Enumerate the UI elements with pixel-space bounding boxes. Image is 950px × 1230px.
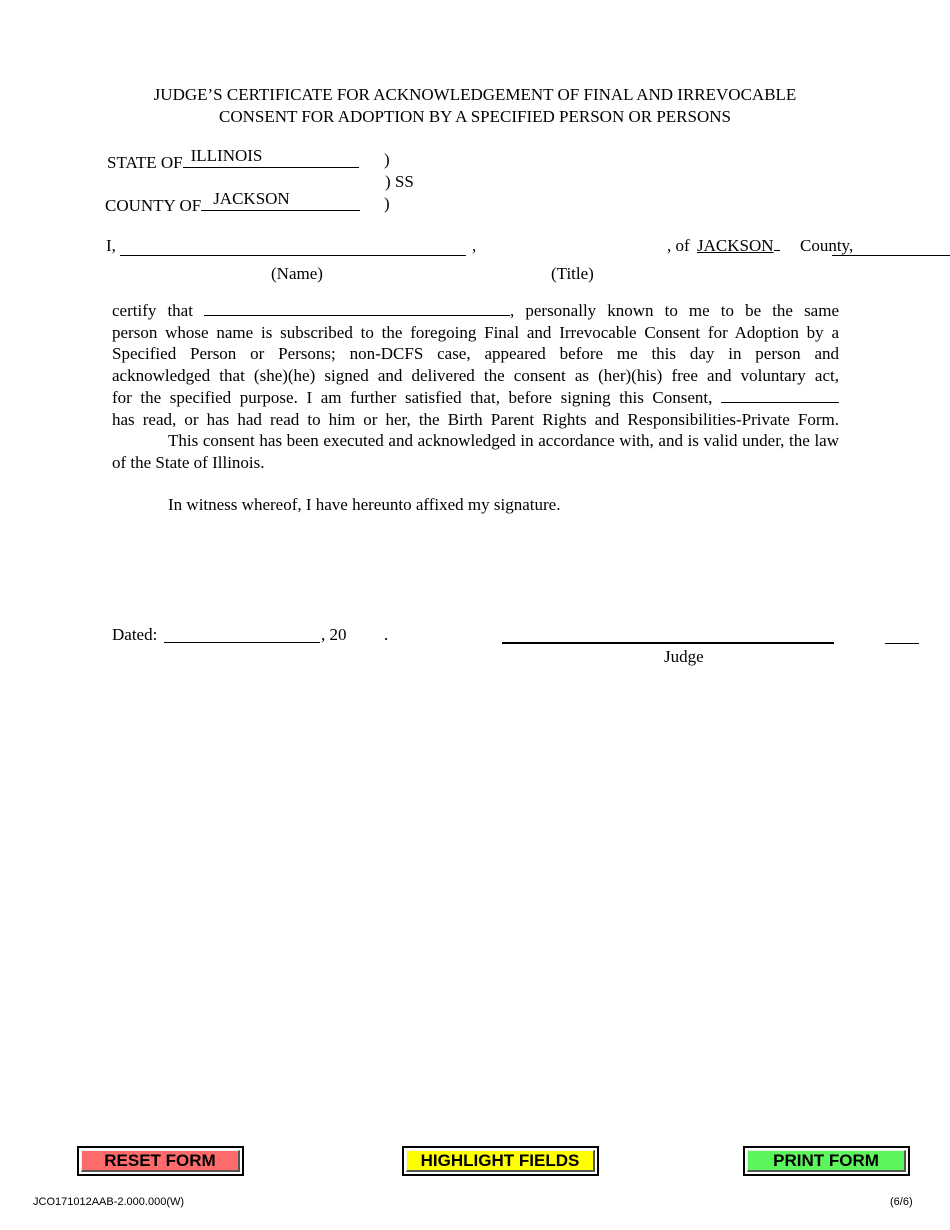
judge-name-field[interactable] <box>120 238 466 256</box>
state-row <box>107 146 359 173</box>
county-word: County, <box>800 236 854 255</box>
judge-prefix: I, <box>106 236 116 255</box>
judge-comma: , <box>472 236 477 255</box>
dated-period: . <box>384 625 389 644</box>
title-caption: (Title) <box>551 264 594 283</box>
reset-form-button[interactable] <box>77 1146 244 1176</box>
judge-county-value: JACKSON <box>697 236 774 255</box>
body-line-3: Specified Person or Persons; non-DCFS case, appeared before me this day in person and <box>112 344 839 364</box>
body-line-2: person whose name is subscribed to the foregoing Final and Irrevocable Consent for Adoption by a <box>112 322 839 342</box>
form-id: JCO171012AAB-2.000.000(W) <box>33 1196 185 1208</box>
consenter-name-field[interactable] <box>721 388 839 403</box>
body-line-5: for the specified purpose. I am further satisfied that, before signing this Consent, <box>112 387 839 409</box>
county-value: JACKSON <box>213 189 290 208</box>
dated-year-prefix: , 20 <box>321 625 347 644</box>
state-field[interactable] <box>183 146 359 168</box>
dated-year-field[interactable] <box>885 626 919 644</box>
ss-label: ) SS <box>385 172 414 191</box>
body-line-1: certify that , personally known to me to be the same <box>112 301 839 320</box>
witness-statement: In witness whereof, I have hereunto affixed my signature. <box>168 495 561 514</box>
highlight-fields-button[interactable] <box>402 1146 599 1176</box>
county-field[interactable] <box>201 189 360 211</box>
dated-day-field[interactable] <box>164 625 320 643</box>
acknowledger-name-field[interactable] <box>204 301 510 316</box>
page-number: (6/6) <box>890 1196 913 1208</box>
county-label: COUNTY OF <box>105 196 202 215</box>
certificate-body <box>112 300 839 474</box>
judge-signature-caption: Judge <box>664 647 704 666</box>
form-title-line2: CONSENT FOR ADOPTION BY A SPECIFIED PERSON OR PERSONS <box>218 107 731 126</box>
state-paren: ) <box>384 150 390 169</box>
state-value: ILLINOIS <box>190 146 263 165</box>
state-label: STATE OF <box>107 153 183 172</box>
body-line-6: has read, or has had read to him or her, the Birth Parent Rights and Responsibilities-Private Form. <box>112 409 839 429</box>
county-paren: ) <box>384 194 390 213</box>
judge-county-field[interactable] <box>697 236 780 256</box>
form-title-line1: JUDGE’S CERTIFICATE FOR ACKNOWLEDGEMENT OF FINAL AND IRREVOCABLE <box>153 85 797 104</box>
county-row <box>105 189 360 216</box>
dated-label: Dated: <box>112 625 158 644</box>
body-line-4: acknowledged that (she)(he) signed and delivered the consent as (her)(his) free and voluntary act, <box>112 366 839 386</box>
highlight-fields-label: HIGHLIGHT FIELDS <box>406 1150 595 1172</box>
of-label: , of <box>667 236 690 255</box>
judge-signature-line[interactable] <box>502 642 834 644</box>
reset-form-label: RESET FORM <box>81 1150 240 1172</box>
body-paragraph-2: This consent has been executed and acknowledged in accordance with, and is valid under, the law of the State of Illinois. <box>112 431 839 472</box>
print-form-label: PRINT FORM <box>747 1150 906 1172</box>
print-form-button[interactable] <box>743 1146 910 1176</box>
name-caption: (Name) <box>271 264 323 283</box>
